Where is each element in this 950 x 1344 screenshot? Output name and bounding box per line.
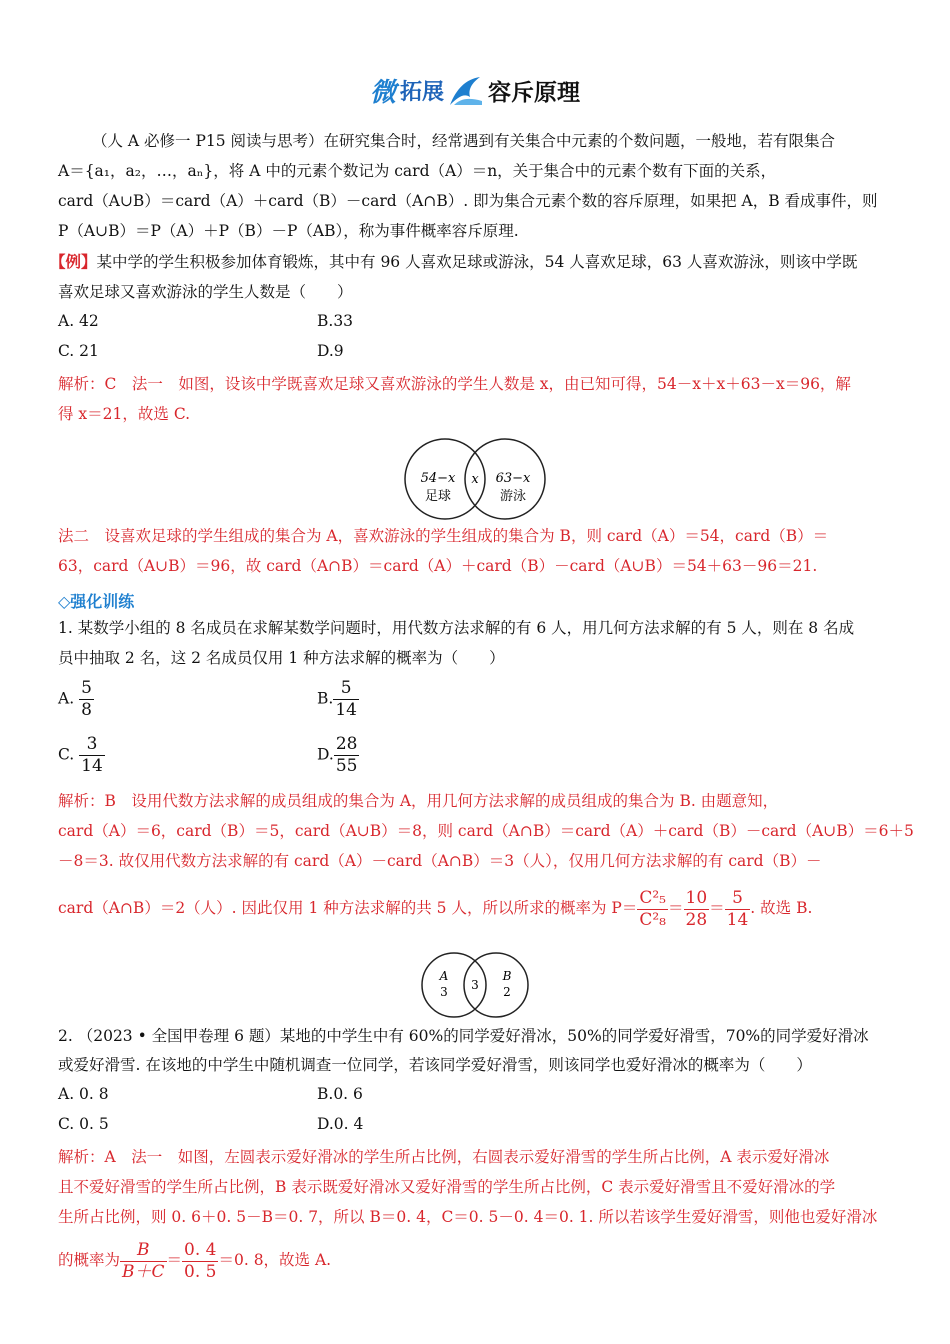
- example-stem-text: 某中学的学生积极参加体育锻炼，其中有 96 人喜欢足球或游泳，54 人喜欢足球，63 人喜欢游泳，则该中学既: [96, 253, 858, 271]
- title-wei: 微: [369, 78, 396, 108]
- example-option-d: D.9: [317, 342, 344, 360]
- q1-option-c-label: C.: [58, 745, 75, 764]
- q1-equals-2: ＝: [709, 899, 725, 917]
- example-solution-line-1: 解析：C 法一 如图，设该中学既喜欢足球又喜欢游泳的学生人数是 x，由已知可得，54－x＋x＋63－x＝96，解: [58, 375, 851, 393]
- q1-option-a-num: 5: [81, 678, 92, 698]
- q1-fraction-comb-num: C²₅: [639, 887, 666, 908]
- q2-option-c: C. 0. 5: [58, 1115, 109, 1133]
- venn1-left-bottom: 足球: [424, 489, 452, 504]
- q1-option-a-den: 8: [81, 700, 92, 720]
- q1-equals-1: ＝: [667, 899, 684, 917]
- intro-line-2: A＝{a₁，a₂，…，aₙ}，将 A 中的元素个数记为 card（A）＝n，关于集合中的元素个数有下面的关系，: [58, 162, 777, 180]
- q1-fraction-5-14-den: 14: [726, 909, 749, 930]
- venn-diagram-football-swim: [400, 436, 550, 522]
- venn2-left-bottom: 3: [440, 985, 448, 999]
- q1-solution-line-4: [58, 884, 898, 934]
- q1-fraction-5-14-num: 5: [732, 887, 743, 908]
- example-option-b: B.33: [317, 312, 354, 330]
- example-solution2-line-2: 63，card（A∪B）＝96，故 card（A∩B）＝card（A）＋card（B）－card（A∪B）＝54＋63－96＝21.: [58, 557, 818, 575]
- venn2-left-top: A: [439, 969, 449, 983]
- example-stem-line-2: 喜欢足球又喜欢游泳的学生人数是（ ）: [58, 283, 353, 301]
- venn2-right-bottom: 2: [503, 985, 511, 999]
- q1-option-d-den: 55: [335, 756, 358, 776]
- venn2-right-top: B: [502, 969, 512, 983]
- example-option-c: C. 21: [58, 342, 99, 360]
- q2-fraction-04-05-den: 0. 5: [184, 1261, 217, 1282]
- q1-option-b: [317, 678, 359, 721]
- q1-fraction-10-28: [684, 888, 710, 931]
- q2-fraction-b-bc: [120, 1240, 167, 1283]
- q2-solution-line-2: 且不爱好滑雪的学生所占比例，B 表示既爱好滑冰又爱好滑雪的学生所占比例，C 表示爱好滑雪且不爱好滑冰的学: [58, 1178, 836, 1196]
- q1-solution-line-2: card（A）＝6，card（B）＝5，card（A∪B）＝8，则 card（A∩B）＝card（A）＋card（B）－card（A∪B）＝6＋5: [58, 822, 914, 840]
- q1-option-d-label: D.: [317, 745, 334, 764]
- q1-option-c-den: 14: [81, 756, 103, 776]
- example-option-a: A. 42: [58, 312, 99, 330]
- q2-equals-1: ＝: [166, 1251, 183, 1269]
- q2-fraction-b-bc-num: B: [137, 1239, 150, 1260]
- q1-option-c-num: 3: [86, 734, 98, 754]
- q1-solution-tail: . 故选 B.: [750, 899, 813, 917]
- q2-solution-line-4-text: 的概率为: [58, 1251, 121, 1269]
- venn1-right-top: 63−x: [495, 471, 531, 486]
- q1-option-d: [317, 734, 359, 777]
- intro-line-1: （人 A 必修一 P15 阅读与思考）在研究集合时，经常遇到有关集合中元素的个数问题，一般地，若有限集合: [92, 132, 836, 150]
- q2-fraction-04-05-num: 0. 4: [184, 1239, 217, 1260]
- q1-option-d-num: 28: [335, 734, 358, 754]
- q2-fraction-b-bc-den: B＋C: [122, 1261, 165, 1282]
- q1-option-b-fraction: [333, 678, 359, 721]
- example-solution2-line-1: 法二 设喜欢足球的学生组成的集合为 A，喜欢游泳的学生组成的集合为 B，则 card（A）＝54，card（B）＝: [58, 527, 829, 545]
- q1-option-b-label: B.: [317, 689, 334, 708]
- q2-solution-line-3: 生所占比例，则 0. 6＋0. 5－B＝0. 7，所以 B＝0. 4，C＝0. 5－0. 4＝0. 1. 所以若该学生爱好滑雪，则他也爱好滑冰: [58, 1208, 878, 1226]
- venn1-center: x: [471, 472, 479, 487]
- example-tag: 【例】: [50, 252, 97, 271]
- intro-line-3: card（A∪B）＝card（A）＋card（B）－card（A∩B）. 即为集合元素个数的容斥原理，如果把 A，B 看成事件，则: [58, 192, 878, 210]
- q2-option-b: B.0. 6: [317, 1085, 363, 1103]
- q2-solution-line-4: [58, 1236, 898, 1286]
- q1-option-a: [58, 678, 94, 721]
- q1-solution-line-4-text: card（A∩B）＝2（人）. 因此仅用 1 种方法求解的共 5 人，所以所求的概率为 P＝: [58, 899, 638, 917]
- q1-option-c: [58, 734, 105, 777]
- q1-option-c-fraction: [79, 734, 105, 777]
- q2-option-d: D.0. 4: [317, 1115, 364, 1133]
- q2-fraction-04-05: [182, 1240, 218, 1283]
- q2-option-a: A. 0. 8: [58, 1085, 109, 1103]
- q2-stem-line-1: 2. （2023 • 全国甲卷理 6 题）某地的中学生中有 60%的同学爱好滑冰，50%的同学爱好滑雪，70%的同学爱好滑冰: [58, 1027, 869, 1045]
- venn-diagram-ab: [417, 950, 533, 1020]
- q1-fraction-10-28-den: 28: [685, 909, 708, 930]
- venn1-right-bottom: 游泳: [499, 489, 527, 504]
- q1-fraction-10-28-num: 10: [685, 887, 708, 908]
- venn2-center: 3: [471, 978, 479, 992]
- q1-solution-line-1: 解析：B 设用代数方法求解的成员组成的集合为 A，用几何方法求解的成员组成的集合为 B. 由题意知，: [58, 792, 779, 810]
- page-title: [0, 72, 950, 109]
- title-tuozhan: 拓展: [400, 80, 445, 105]
- q1-option-b-den: 14: [335, 700, 357, 720]
- q2-stem-line-2: 或爱好滑雪. 在该地的中学生中随机调查一位同学，若该同学爱好滑雪，则该同学也爱好滑冰的概率为（ ）: [58, 1056, 812, 1074]
- training-heading: ◇强化训练: [58, 592, 135, 611]
- q1-fraction-5-14: [725, 888, 751, 931]
- q1-fraction-comb-den: C²₈: [639, 909, 666, 930]
- q1-stem-line-1: 1. 某数学小组的 8 名成员在求解某数学问题时，用代数方法求解的有 6 人，用几何方法求解的有 5 人，则在 8 名成: [58, 619, 855, 637]
- title-main: 容斥原理: [488, 80, 581, 106]
- example-solution-line-2: 得 x＝21，故选 C.: [58, 405, 191, 423]
- q1-solution-line-3: －8＝3. 故仅用代数方法求解的有 card（A）－card（A∩B）＝3（人），仅用几何方法求解的有 card（B）－: [58, 852, 822, 870]
- example-stem-line-1: [50, 252, 890, 272]
- venn1-left-top: 54−x: [420, 471, 456, 486]
- q1-option-a-fraction: [79, 678, 94, 721]
- title-wave-icon: [448, 75, 484, 107]
- q1-stem-line-2: 员中抽取 2 名，这 2 名成员仅用 1 种方法求解的概率为（ ）: [58, 649, 505, 667]
- intro-line-4: P（A∪B）＝P（A）＋P（B）－P（AB），称为事件概率容斥原理.: [58, 222, 519, 240]
- q2-solution-line-1: 解析：A 法一 如图，左圆表示爱好滑冰的学生所占比例，右圆表示爱好滑雪的学生所占比例，A 表示爱好滑冰: [58, 1148, 830, 1166]
- q1-option-a-label: A.: [58, 689, 75, 708]
- q1-option-d-fraction: [334, 734, 360, 777]
- q2-solution-tail: ＝0. 8，故选 A.: [218, 1251, 332, 1269]
- q1-option-b-num: 5: [340, 678, 352, 698]
- q1-fraction-comb: [637, 888, 668, 931]
